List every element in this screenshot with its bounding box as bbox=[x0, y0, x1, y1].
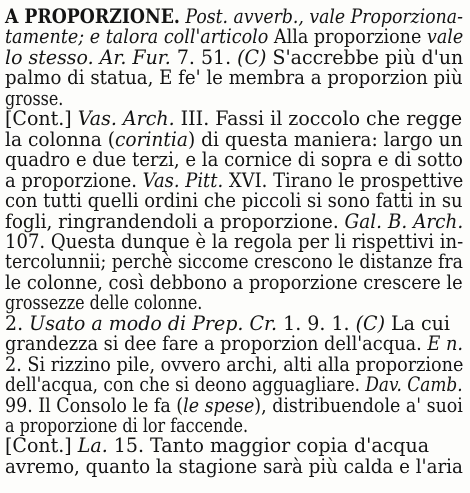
text-run: palmo di statua, E fe' le membra a proporzion più bbox=[5, 66, 463, 90]
text-run: tercolunnii; perchè siccome crescono le distanze fra bbox=[5, 250, 463, 274]
text-run: avremo, quanto la stagione sarà più calda e l'aria bbox=[5, 454, 463, 478]
text-run: ), distribuendole a' suoi bbox=[254, 393, 463, 417]
italic-text: corintia bbox=[114, 127, 188, 151]
italic-text: lo stesso. Ar. Fur. bbox=[5, 45, 171, 69]
italic-text: (C) bbox=[355, 311, 386, 335]
text-run: S'accrebbe più d'un bbox=[266, 45, 464, 69]
italic-text: Dav. Camb. bbox=[365, 373, 463, 397]
italic-text: Post. avverb., vale Proporziona- bbox=[179, 5, 463, 28]
text-run: con tutti quelli ordini che piccoli si sono fatti in su bbox=[5, 189, 463, 213]
text-run: quadro e due terzi, e la cornice di sopra e di sotto bbox=[5, 148, 463, 172]
italic-text: le spese bbox=[183, 393, 255, 417]
text-run: ) di questa maniera: largo un bbox=[187, 127, 463, 151]
text-run: XVI. Tirano le prospettive bbox=[223, 168, 464, 192]
text-run: la colonna ( bbox=[5, 127, 115, 151]
text-run: 15. Tanto maggior copia d'acqua bbox=[107, 434, 430, 458]
italic-text: vale bbox=[426, 25, 464, 49]
text-run: dell'acqua, con che si deono agguagliare. bbox=[5, 373, 366, 397]
italic-text: (C) bbox=[237, 45, 267, 69]
text-run: fogli, ringrandendoli a proporzione. bbox=[5, 209, 345, 233]
text-run: 107. Questa dunque è la regola per li rispettivi in- bbox=[5, 229, 464, 253]
italic-text: La. bbox=[77, 434, 108, 458]
text-run: [Cont.] bbox=[5, 434, 78, 458]
text-run: III. Fassi il zoccolo che regge bbox=[174, 107, 463, 131]
text-run: Alla proporzione bbox=[268, 25, 427, 49]
text-run: grosse. bbox=[5, 86, 64, 110]
text-run: 2. Si rizzino pile, ovvero archi, alti alla proporzione bbox=[5, 352, 464, 376]
italic-text: tamente; e talora coll'articolo bbox=[5, 25, 269, 49]
italic-text: E n. bbox=[427, 332, 464, 356]
text-run: grandezza si dee fare a proporzion dell'acqua. bbox=[5, 332, 428, 356]
text-run: a proporzione di lor faccende. bbox=[5, 414, 249, 437]
italic-text: Gal. B. Arch. bbox=[344, 209, 464, 233]
text-run: a proporzione. bbox=[5, 168, 143, 192]
italic-text: Vas. Pitt. bbox=[142, 168, 224, 192]
text-run: [Cont.] bbox=[5, 107, 78, 131]
text-run: 99. Il Consolo le fa ( bbox=[5, 393, 184, 417]
text-run: 1. 9. 1. bbox=[277, 311, 356, 335]
italic-text: Usato a modo di Prep. Cr. bbox=[29, 311, 278, 335]
text-run: La cui bbox=[385, 311, 451, 335]
text-run: 7. 51. bbox=[170, 45, 238, 69]
text-run: grossezze delle colonne. bbox=[5, 291, 203, 315]
text-run: 2. bbox=[5, 311, 30, 335]
italic-text: Vas. Arch. bbox=[77, 107, 175, 131]
headword: A PROPORZIONE. bbox=[5, 5, 180, 28]
text-line bbox=[5, 453, 463, 480]
text-run: le colonne, così debbono a proporzione crescere le bbox=[5, 270, 463, 294]
